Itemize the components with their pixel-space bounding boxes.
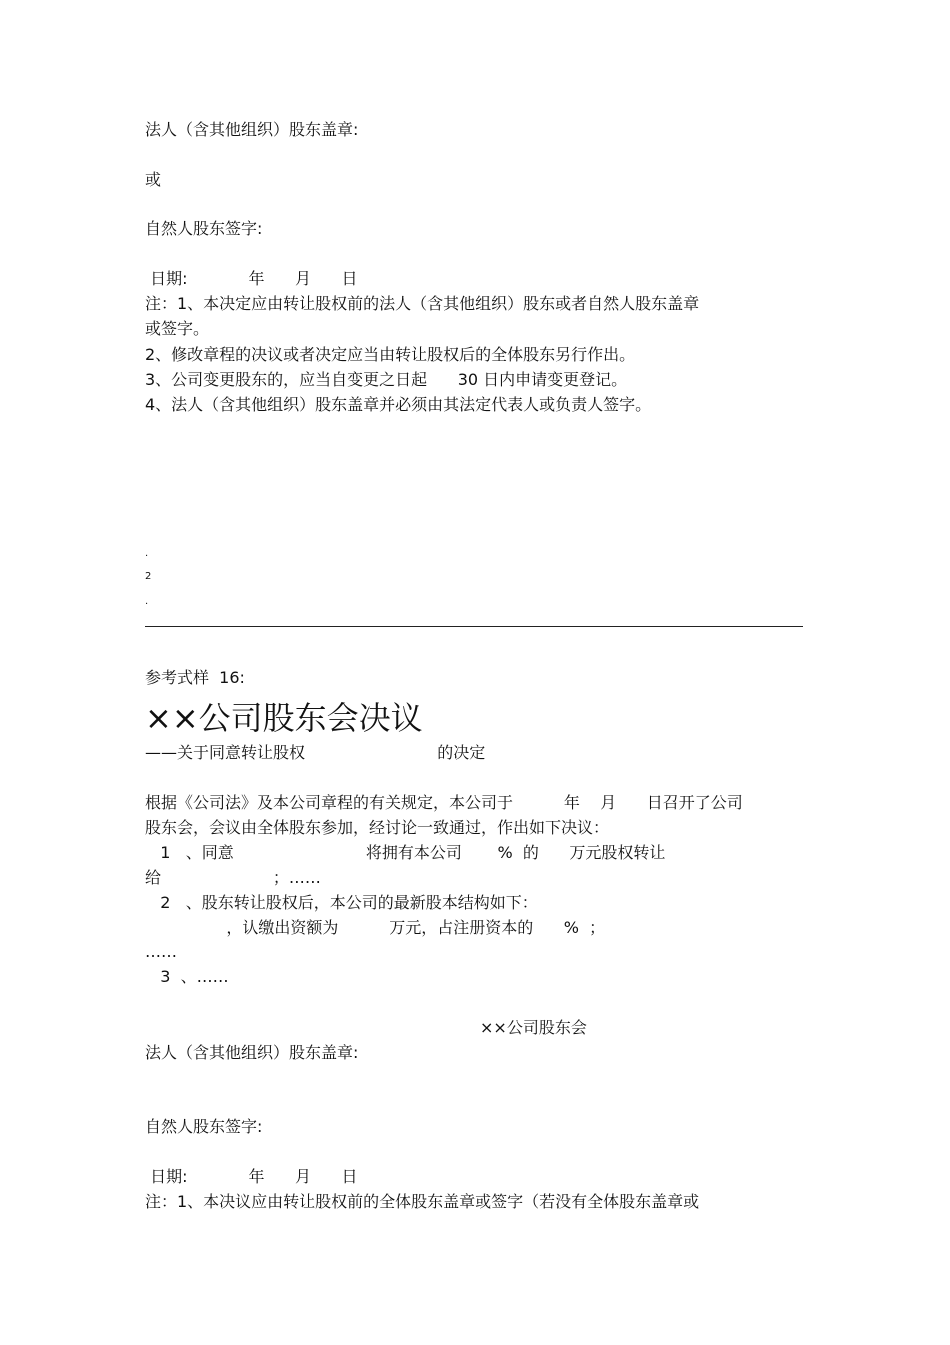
or-label: 或 xyxy=(145,170,162,189)
footer-dot-bottom: . xyxy=(145,596,149,607)
resolution-item-2-b: ，认缴出资额为 万元，占注册资本的 % ； xyxy=(145,918,606,937)
footer-dot-top: . xyxy=(145,548,149,559)
date-line: 日期: 年 月 日 xyxy=(145,269,358,288)
page-divider xyxy=(145,626,803,627)
document-title: ××公司股东会决议 xyxy=(145,699,423,737)
resolution-item-2-c: …… xyxy=(145,942,177,961)
resolution-item-3: 3 、…… xyxy=(145,967,229,986)
body-line-2: 股东会，会议由全体股东参加，经讨论一致通过，作出如下决议： xyxy=(145,818,610,837)
resolution-item-2-a: 2 、股东转让股权后，本公司的最新股本结构如下： xyxy=(145,893,538,912)
note-1-page-2: 注：1、本决议应由转让股权前的全体股东盖章或签字（若没有全体股东盖章或 xyxy=(145,1192,700,1211)
document-subtitle: ——关于同意转让股权 的决定 xyxy=(145,743,486,762)
legal-shareholder-seal-label-2: 法人（含其他组织）股东盖章: xyxy=(145,1043,359,1062)
note-1-line-a: 注：1、本决定应由转让股权前的法人（含其他组织）股东或者自然人股东盖章 xyxy=(145,294,700,313)
resolution-item-1-b: 给 ；…… xyxy=(145,868,321,887)
body-line-1: 根据《公司法》及本公司章程的有关规定，本公司于 年 月 日召开了公司 xyxy=(145,793,743,812)
note-4: 4、法人（含其他组织）股东盖章并必须由其法定代表人或负责人签字。 xyxy=(145,395,652,414)
page-number: 2 xyxy=(145,571,152,582)
resolution-item-1-a: 1 、同意 将拥有本公司 % 的 万元股权转让 xyxy=(145,843,666,862)
natural-shareholder-sign-label: 自然人股东签字: xyxy=(145,219,263,238)
reference-sample-label: 参考式样 16: xyxy=(145,668,245,687)
signatory-label: ××公司股东会 xyxy=(480,1018,587,1037)
date-line-2: 日期: 年 月 日 xyxy=(145,1167,358,1186)
note-3: 3、公司变更股东的，应当自变更之日起 30 日内申请变更登记。 xyxy=(145,370,628,389)
natural-shareholder-sign-label-2: 自然人股东签字: xyxy=(145,1117,263,1136)
note-2: 2、修改章程的决议或者决定应当由转让股权后的全体股东另行作出。 xyxy=(145,345,636,364)
note-1-line-b: 或签字。 xyxy=(145,319,210,338)
legal-shareholder-seal-label: 法人（含其他组织）股东盖章: xyxy=(145,120,359,139)
